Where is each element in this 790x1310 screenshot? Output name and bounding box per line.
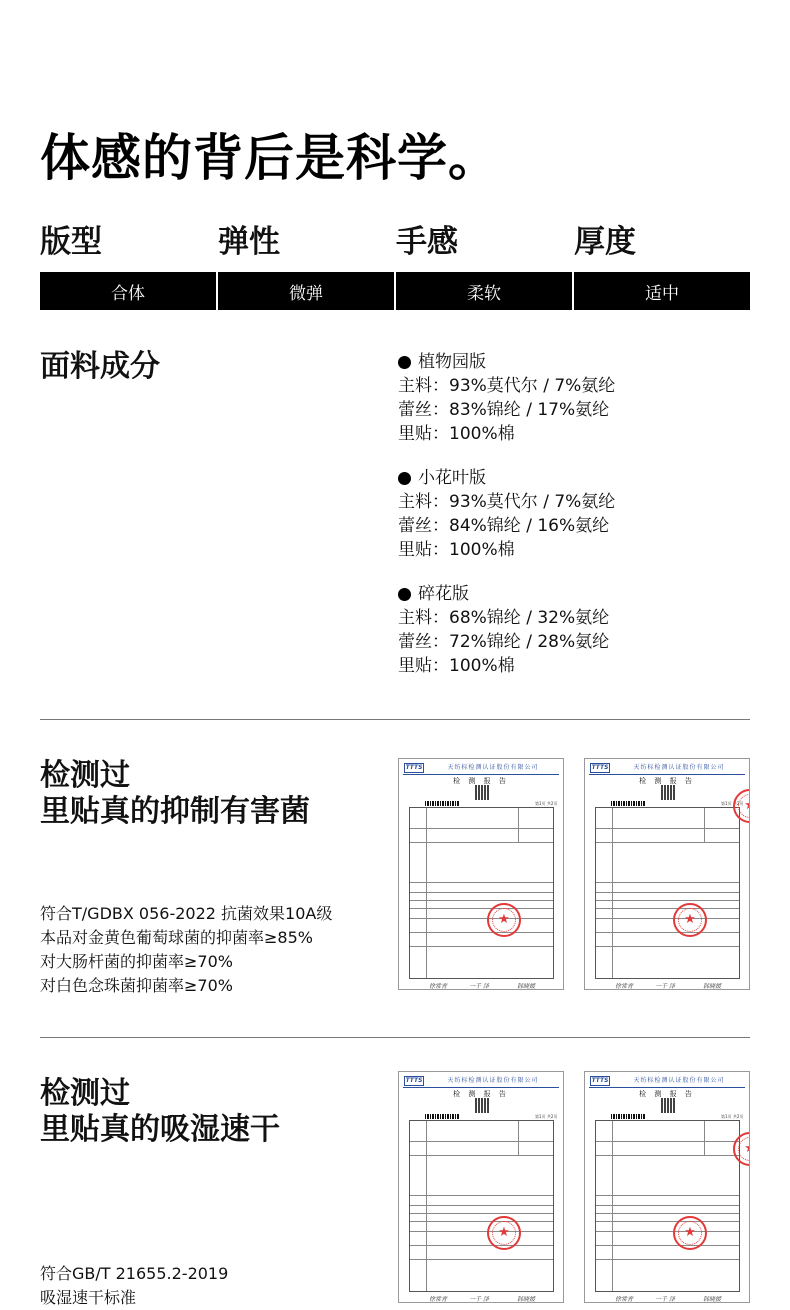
report-table [409,807,554,979]
test-report-image [398,1071,564,1303]
barcode-icon [425,1114,459,1119]
desc-line: 对白色念珠菌抑菌率≥70% [40,976,233,995]
report-company: 天纺标检测认证股份有限公司 [447,1077,539,1084]
desc-line: 符合T/GDBX 056-2022 抗菌效果10A级 [40,904,333,923]
report-logo: TTTS [405,764,423,771]
test-report-image [584,758,750,990]
bullet-dot-icon [398,472,411,485]
antibacterial-description [40,902,332,998]
report-signature-1: 徐常青 [615,1296,634,1303]
report-company: 天纺标检测认证股份有限公司 [447,764,539,771]
desc-line: 符合GB/T 21655.2-2019 [40,1264,229,1283]
fabric-group-small-leaf [398,466,615,562]
fabric-title: 面料成分 [40,349,160,384]
red-seal-stamp-icon [673,1216,707,1250]
bullet-dot-icon [398,356,411,369]
qr-code-icon [475,1098,490,1113]
fabric-group-botanical [398,350,615,446]
test-report-image [584,1071,750,1303]
report-company: 天纺标检测认证股份有限公司 [633,1077,725,1084]
report-table [409,1120,554,1292]
report-signature-2: 一千 泽 [469,983,489,990]
red-seal-stamp-icon [733,1132,750,1166]
bullet-dot-icon [398,588,411,601]
test-report-image [398,758,564,990]
qr-code-icon [661,1098,676,1113]
report-signature-3: 韩晓媛 [703,983,722,990]
red-seal-stamp-icon [733,789,750,823]
fabric-group-name: 植物园版 [418,352,486,372]
report-page-number: 第1页 共2页 [721,801,744,806]
attr-label-fit: 版型 [40,224,102,260]
report-signature-1: 徐常青 [615,983,634,990]
attr-label-thickness: 厚度 [574,224,636,260]
report-title: 检 测 报 告 [453,777,509,785]
fabric-line: 主料：93%莫代尔 / 7%氨纶 [398,376,616,396]
report-signature-3: 韩晓媛 [703,1296,722,1303]
attr-value-fit: 合体 [40,272,216,310]
report-table [595,807,740,979]
report-signature-1: 徐常青 [429,1296,448,1303]
fabric-group-name: 碎花版 [418,584,469,604]
antibacterial-title-line1: 检测过 [40,758,130,793]
fabric-line: 蕾丝：72%锦纶 / 28%氨纶 [398,632,610,652]
attr-label-elasticity: 弹性 [218,224,280,260]
report-page-number: 第1页 共2页 [721,1114,744,1119]
red-seal-stamp-icon [487,903,521,937]
desc-line: 对大肠杆菌的抑菌率≥70% [40,952,233,971]
section-divider [40,1037,750,1038]
quick-dry-title [40,1076,280,1148]
barcode-icon [611,1114,645,1119]
report-page-number: 第1页 共2页 [535,1114,558,1119]
report-logo: TTTS [591,764,609,771]
fabric-line: 蕾丝：84%锦纶 / 16%氨纶 [398,516,610,536]
attr-value-handfeel: 柔软 [396,272,572,310]
report-signature-2: 一千 泽 [469,1296,489,1303]
fabric-line: 里贴：100%棉 [398,540,515,560]
report-title: 检 测 报 告 [639,1090,695,1098]
fabric-group-name: 小花叶版 [418,468,486,488]
report-title: 检 测 报 告 [639,777,695,785]
antibacterial-title-line2: 里贴真的抑制有害菌 [40,794,310,829]
red-seal-stamp-icon [487,1216,521,1250]
desc-line: 吸湿速干标准 [40,1288,137,1307]
quick-dry-description [40,1262,228,1310]
fabric-line: 主料：93%莫代尔 / 7%氨纶 [398,492,616,512]
page-title: 体感的背后是科学。 [40,129,499,187]
barcode-icon [425,801,459,806]
report-signature-2: 一千 泽 [655,983,675,990]
fabric-line: 蕾丝：83%锦纶 / 17%氨纶 [398,400,610,420]
desc-line: 本品对金黄色葡萄球菌的抑菌率≥85% [40,928,313,947]
attr-value-elasticity: 微弹 [218,272,394,310]
report-table [595,1120,740,1292]
report-page-number: 第1页 共2页 [535,801,558,806]
report-logo: TTTS [591,1077,609,1084]
quick-dry-title-line2: 里贴真的吸湿速干 [40,1112,280,1147]
report-signature-1: 徐常青 [429,983,448,990]
qr-code-icon [475,785,490,800]
section-divider [40,719,750,720]
quick-dry-title-line1: 检测过 [40,1076,130,1111]
fabric-line: 主料：68%锦纶 / 32%氨纶 [398,608,610,628]
fabric-line: 里贴：100%棉 [398,656,515,676]
qr-code-icon [661,785,676,800]
report-signature-3: 韩晓媛 [517,1296,536,1303]
antibacterial-title [40,758,310,830]
barcode-icon [611,801,645,806]
report-logo: TTTS [405,1077,423,1084]
report-title: 检 测 报 告 [453,1090,509,1098]
report-signature-3: 韩晓媛 [517,983,536,990]
report-signature-2: 一千 泽 [655,1296,675,1303]
red-seal-stamp-icon [673,903,707,937]
attr-value-thickness: 适中 [574,272,750,310]
fabric-group-floral [398,582,609,678]
report-company: 天纺标检测认证股份有限公司 [633,764,725,771]
attr-label-handfeel: 手感 [396,224,458,260]
fabric-line: 里贴：100%棉 [398,424,515,444]
